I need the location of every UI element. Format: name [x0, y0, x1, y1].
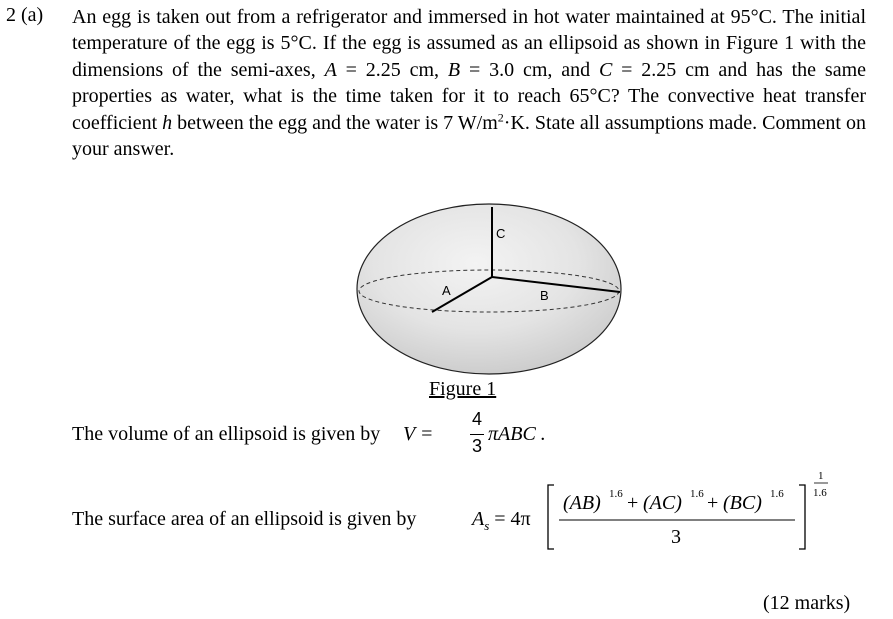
- left-bracket: [548, 485, 554, 549]
- svg-text:(AC): (AC): [643, 492, 682, 514]
- svg-text:1: 1: [818, 470, 824, 482]
- surface-text: The surface area of an ellipsoid is given by: [72, 508, 417, 530]
- svg-text:(AB): (AB): [563, 492, 601, 514]
- question-number: 2 (a): [6, 4, 44, 26]
- label-c: C: [496, 226, 506, 241]
- surface-lhs: $A_s = 4\pi$: [472, 508, 531, 533]
- svg-text:1.6: 1.6: [813, 487, 827, 499]
- svg-text:3: 3: [671, 526, 681, 548]
- volume-lhs: V =: [403, 423, 434, 445]
- label-b: B: [540, 288, 549, 303]
- svg-text:1.6: 1.6: [609, 488, 623, 500]
- svg-text:1.6: 1.6: [690, 488, 704, 500]
- svg-text:+: +: [707, 492, 719, 514]
- figure-caption: Figure 1: [429, 378, 497, 400]
- volume-formula: The volume of an ellipsoid is given by V = 4 3 πABC .: [72, 409, 546, 456]
- question-text: An egg is taken out from a refrigerator and immersed in hot water maintained at 95°C. The initial temperature of the egg is 5°C. If the egg is assumed as an ellipsoid as shown in Figure 1 with the dimensions of the semi-axes, A = 2.25 cm, B = 3.0 cm, and C = 2.25 cm and has the same properties as water, what is the time taken for it to reach 65°C? The convective heat transfer coefficient h between the egg and the water is 7 $W/m^2\cdot K$. State all assumptions made. Comment on your answer.: [72, 6, 867, 161]
- svg-text:1.6: 1.6: [770, 488, 784, 500]
- marks-label: (12 marks): [763, 592, 851, 614]
- label-a: A: [442, 283, 451, 298]
- volume-rhs: πABC .: [488, 423, 546, 445]
- svg-text:(BC): (BC): [723, 492, 762, 514]
- svg-text:+: +: [627, 492, 639, 514]
- volume-text: The volume of an ellipsoid is given by: [72, 423, 381, 445]
- surface-area-formula: [72, 465, 852, 565]
- ellipsoid-body: [357, 204, 621, 374]
- ellipsoid-figure: [350, 195, 630, 375]
- right-bracket: [799, 485, 805, 549]
